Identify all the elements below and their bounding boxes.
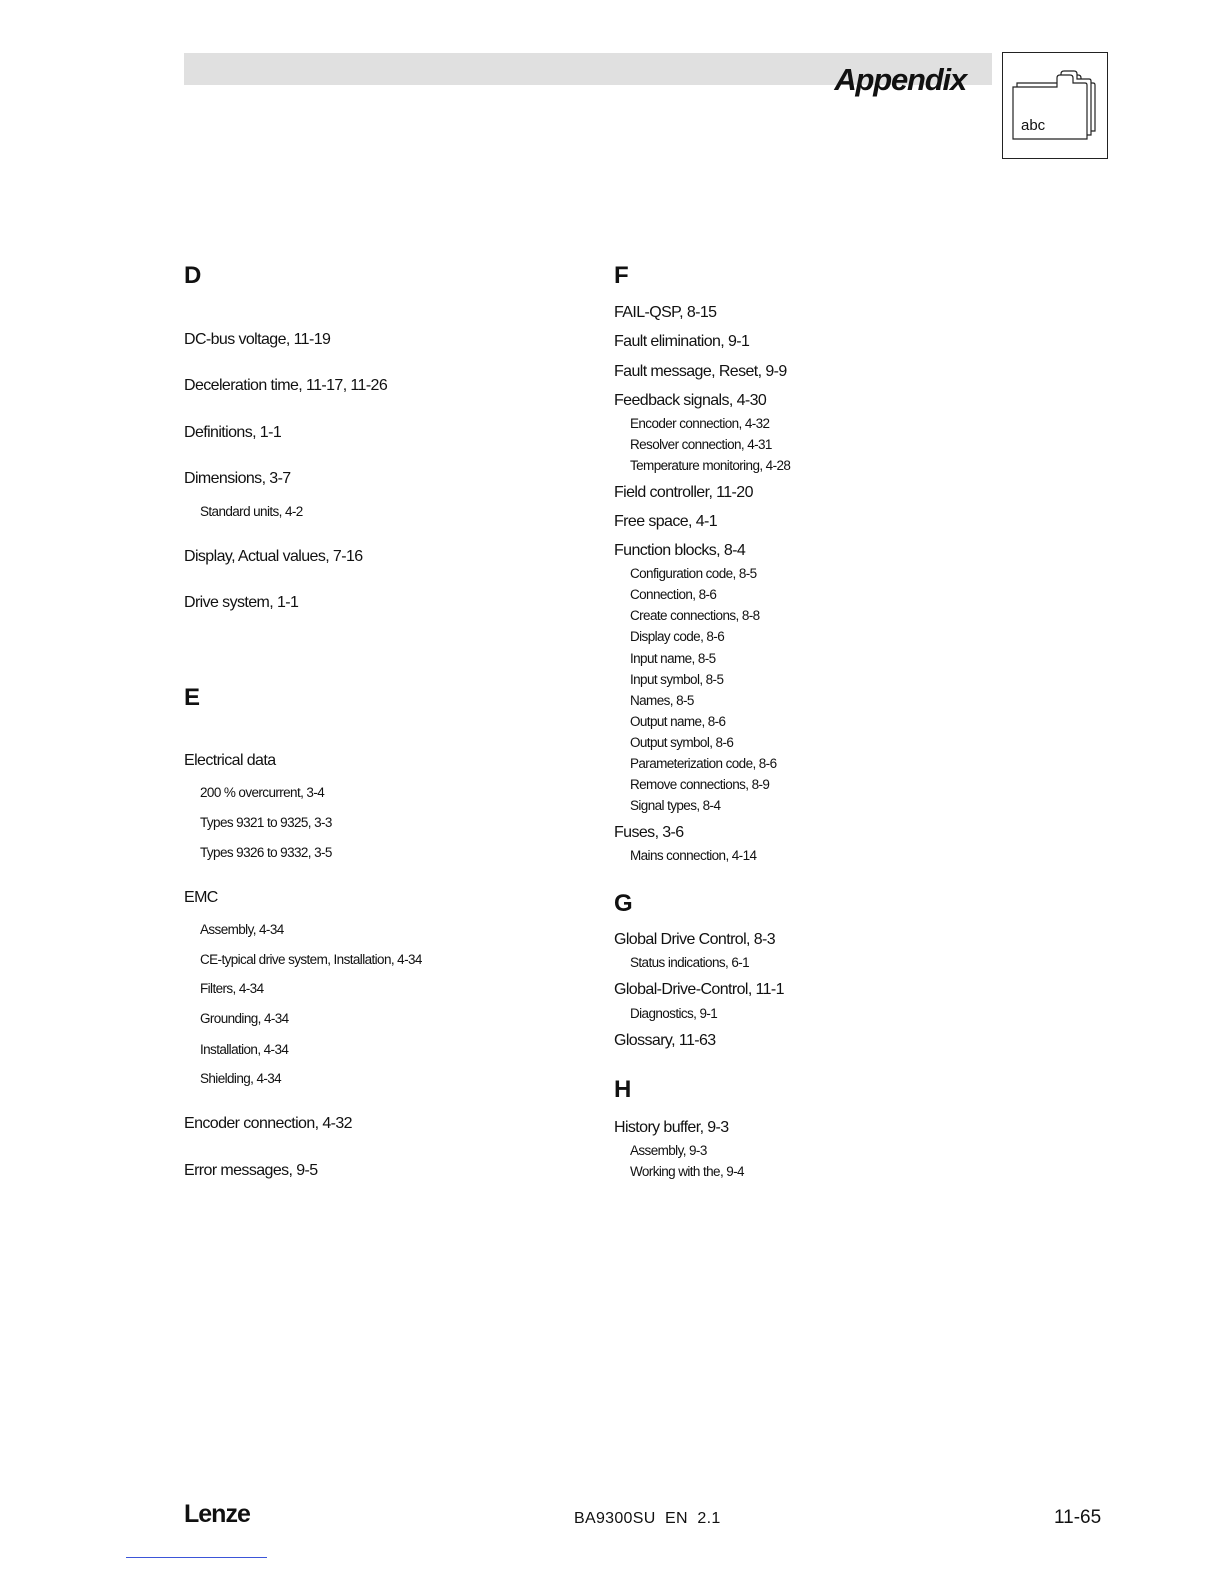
index-entry: EMC <box>184 889 218 906</box>
index-subentry: Temperature monitoring, 4-28 <box>630 458 791 473</box>
index-entry: Dimensions, 3-7 <box>184 470 291 487</box>
index-entry: Function blocks, 8-4 <box>614 542 746 559</box>
index-entry: Field controller, 11-20 <box>614 484 753 501</box>
index-subentry: Types 9326 to 9332, 3-5 <box>200 845 332 860</box>
index-entry: Global-Drive-Control, 11-1 <box>614 981 784 998</box>
page-title: Appendix <box>834 62 966 97</box>
index-subentry: Assembly, 4-34 <box>200 922 284 937</box>
index-subentry: Types 9321 to 9325, 3-3 <box>200 815 332 830</box>
index-subentry: Output name, 8-6 <box>630 714 726 729</box>
index-subentry: Names, 8-5 <box>630 693 694 708</box>
index-entry: History buffer, 9-3 <box>614 1119 729 1136</box>
document-id: BA9300SU EN 2.1 <box>574 1510 721 1527</box>
index-subentry: CE-typical drive system, Installation, 4-34 <box>200 952 422 967</box>
index-entry: Global Drive Control, 8-3 <box>614 931 776 948</box>
index-subentry: Connection, 8-6 <box>630 587 717 602</box>
index-subentry: Input name, 8-5 <box>630 651 716 666</box>
index-subentry: Grounding, 4-34 <box>200 1011 289 1026</box>
index-entry: Fault message, Reset, 9-9 <box>614 363 787 380</box>
index-subentry: Parameterization code, 8-6 <box>630 756 777 771</box>
index-subentry: Standard units, 4-2 <box>200 504 303 519</box>
section-letter-f: F <box>614 262 629 289</box>
index-subentry: Mains connection, 4-14 <box>630 848 757 863</box>
section-letter-h: H <box>614 1076 632 1103</box>
index-subentry: Create connections, 8-8 <box>630 608 760 623</box>
index-subentry: Assembly, 9-3 <box>630 1143 707 1158</box>
index-entry: DC-bus voltage, 11-19 <box>184 331 331 348</box>
index-subentry: Signal types, 8-4 <box>630 798 721 813</box>
chapter-tab <box>1002 52 1108 159</box>
index-entry: Deceleration time, 11-17, 11-26 <box>184 377 388 394</box>
index-entry: Fault elimination, 9-1 <box>614 333 750 350</box>
index-subentry: Configuration code, 8-5 <box>630 566 757 581</box>
index-subentry: Filters, 4-34 <box>200 981 264 996</box>
index-entry: Electrical data <box>184 752 276 769</box>
index-subentry: Output symbol, 8-6 <box>630 735 734 750</box>
index-entry: FAIL-QSP, 8-15 <box>614 304 717 321</box>
brand-logo: Lenze <box>184 1500 250 1528</box>
index-subentry: Resolver connection, 4-31 <box>630 437 772 452</box>
index-subentry: Diagnostics, 9-1 <box>630 1006 718 1021</box>
section-letter-e: E <box>184 684 201 711</box>
divider <box>126 1557 267 1558</box>
index-subentry: 200 % overcurrent, 3-4 <box>200 785 325 800</box>
index-entry: Definitions, 1-1 <box>184 424 282 441</box>
index-entry: Error messages, 9-5 <box>184 1162 318 1179</box>
folder-icon <box>1003 53 1107 158</box>
index-subentry: Status indications, 6-1 <box>630 955 750 970</box>
index-subentry: Encoder connection, 4-32 <box>630 416 770 431</box>
index-subentry: Remove connections, 8-9 <box>630 777 770 792</box>
index-subentry: Shielding, 4-34 <box>200 1071 282 1086</box>
section-letter-d: D <box>184 262 202 289</box>
page-number: 11-65 <box>1054 1507 1102 1528</box>
index-entry: Glossary, 11-63 <box>614 1032 716 1049</box>
section-letter-g: G <box>614 890 633 917</box>
index-subentry: Input symbol, 8-5 <box>630 672 724 687</box>
tab-label: abc <box>1021 117 1046 134</box>
index-subentry: Working with the, 9-4 <box>630 1164 744 1179</box>
index-entry: Encoder connection, 4-32 <box>184 1115 352 1132</box>
index-subentry: Display code, 8-6 <box>630 629 725 644</box>
index-subentry: Installation, 4-34 <box>200 1042 289 1057</box>
index-entry: Feedback signals, 4-30 <box>614 392 767 409</box>
index-entry: Display, Actual values, 7-16 <box>184 548 363 565</box>
index-entry: Fuses, 3-6 <box>614 824 684 841</box>
index-entry: Drive system, 1-1 <box>184 594 299 611</box>
index-entry: Free space, 4-1 <box>614 513 718 530</box>
